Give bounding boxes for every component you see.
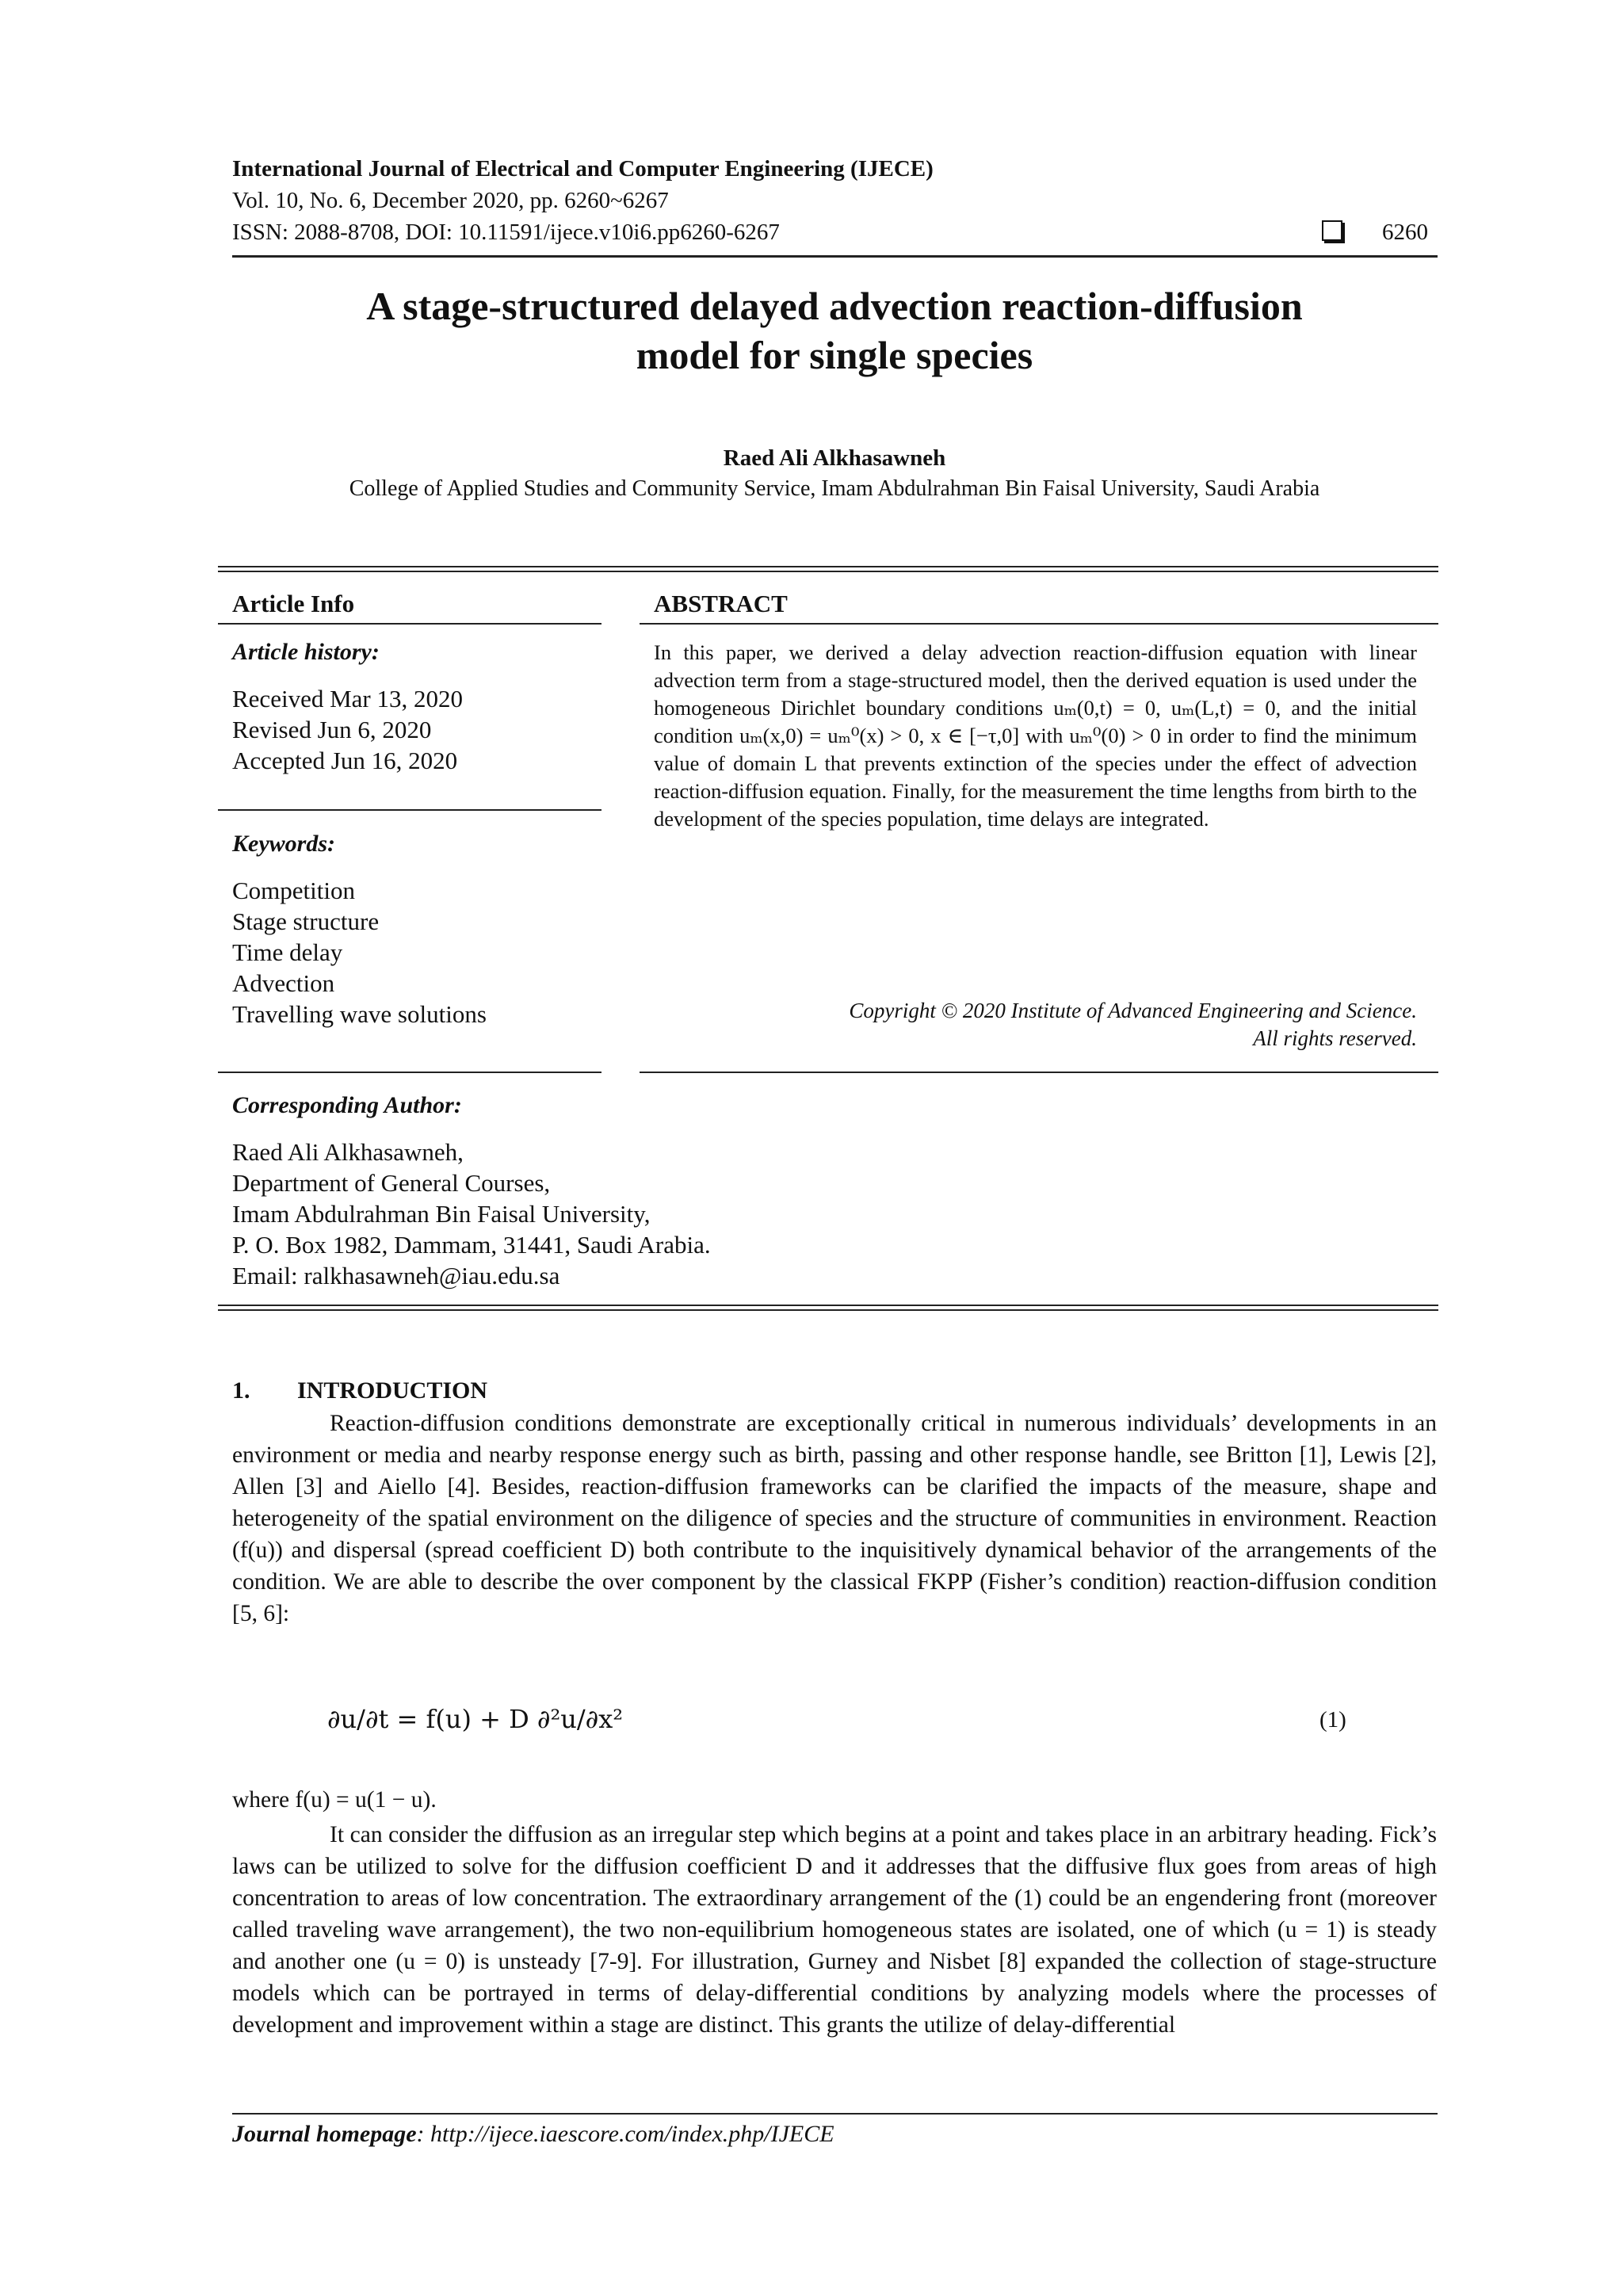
homepage-label: Journal homepage bbox=[232, 2121, 417, 2147]
copyright-line-1: Copyright © 2020 Institute of Advanced Engineering and Science. bbox=[849, 999, 1417, 1022]
article-info-heading: Article Info bbox=[232, 590, 355, 617]
keyword: Advection bbox=[232, 969, 335, 997]
keywords-list bbox=[232, 875, 487, 1030]
copyright-line-2: All rights reserved. bbox=[1253, 1026, 1417, 1050]
history-heading: Article history: bbox=[232, 639, 380, 665]
corresponding-line: P. O. Box 1982, Dammam, 31441, Saudi Arabia. bbox=[232, 1231, 711, 1259]
intro-paragraph-2: It can consider the diffusion as an irregular step which begins at a point and takes place in an arbitrary heading. Fick’s laws can be utilized to solve for the diffusion coefficient D and it addresses that the diffusive flux goes from areas of high concentration to areas of low concentration. The extraordinary arrangement of the (1) could be an engendering front (moreover called traveling wave arrangement), the two non-equilibrium homogeneous states are isolated, one of which (u = 1) is steady and another one (u = 0) is unsteady [7-9]. For illustration, Gurney and Nisbet [8] expanded the collection of stage-structure models which can be portrayed in terms of delay-differential conditions by analyzing models where the processes of development and improvement within a stage are distinct. This grants the utilize of delay-differential bbox=[232, 1822, 1437, 2038]
info-box-bottom-rule-2 bbox=[218, 1309, 1438, 1311]
info-box-bottom-rule-1 bbox=[218, 1305, 1438, 1306]
author-affiliation: College of Applied Studies and Community Service, Imam Abdulrahman Bin Faisal University, Saudi Arabia bbox=[349, 476, 1320, 501]
journal-name: International Journal of Electrical and Computer Engineering (IJECE) bbox=[232, 156, 934, 181]
abstract-heading: ABSTRACT bbox=[654, 590, 788, 617]
corresponding-email: Email: ralkhasawneh@iau.edu.sa bbox=[232, 1262, 560, 1289]
equation-number: (1) bbox=[1319, 1707, 1346, 1733]
info-box-top-rule-1 bbox=[218, 566, 1438, 567]
journal-issn: ISSN: 2088-8708, DOI: 10.11591/ijece.v10i6.pp6260-6267 bbox=[232, 220, 780, 245]
abstract-bottom-rule bbox=[640, 1072, 1438, 1073]
keywords-rule bbox=[218, 1072, 601, 1073]
paper-title bbox=[232, 281, 1437, 380]
title-line-1: A stage-structured delayed advection reaction-diffusion bbox=[366, 284, 1303, 328]
keywords-heading: Keywords: bbox=[232, 831, 335, 857]
article-info-rule bbox=[218, 623, 601, 625]
corresponding-line: Imam Abdulrahman Bin Faisal University, bbox=[232, 1200, 651, 1228]
header-rule bbox=[232, 255, 1438, 258]
corresponding-line: Raed Ali Alkhasawneh, bbox=[232, 1138, 464, 1166]
info-box-top-rule-2 bbox=[218, 571, 1438, 572]
keyword: Competition bbox=[232, 877, 355, 904]
section-number: 1. bbox=[232, 1377, 250, 1404]
keyword: Stage structure bbox=[232, 907, 380, 935]
journal-volume: Vol. 10, No. 6, December 2020, pp. 6260~6267 bbox=[232, 188, 669, 213]
equation-1: ∂u/∂t = f(u) + D ∂²u/∂x² bbox=[327, 1704, 624, 1734]
keyword: Time delay bbox=[232, 938, 343, 966]
square-bullet-icon bbox=[1322, 220, 1342, 241]
intro-paragraph-1: Reaction-diffusion conditions demonstrate are exceptionally critical in numerous individuals’ developments in an environment or media and nearby response energy such as birth, passing and other response handle, see Britton [1], Lewis [2], Allen [3] and Aiello [4]. Besides, reaction-diffusion frameworks can be clarified the impacts of the measure, shape and heterogeneity of the spatial environment on the diligence of species and the structure of communities in environment. Reaction (f(u)) and dispersal (spread coefficient D) both contribute to the inquisitively dynamical behavior of the arrangements of the condition. We are able to describe the over component by the classical FKPP (Fisher’s condition) reaction-diffusion condition [5, 6]: bbox=[232, 1411, 1437, 1626]
corresponding-author bbox=[232, 1137, 711, 1291]
history-revised: Revised Jun 6, 2020 bbox=[232, 716, 432, 743]
footer-rule bbox=[232, 2113, 1438, 2115]
title-line-2: model for single species bbox=[636, 333, 1033, 377]
equation-where: where f(u) = u(1 − u). bbox=[232, 1787, 437, 1813]
history-accepted: Accepted Jun 16, 2020 bbox=[232, 747, 458, 774]
copyright-notice bbox=[654, 997, 1417, 1052]
homepage-link[interactable]: : http://ijece.iaescore.com/index.php/IJECE bbox=[416, 2121, 834, 2147]
article-history bbox=[232, 683, 463, 776]
history-rule bbox=[218, 809, 601, 811]
author-name: Raed Ali Alkhasawneh bbox=[723, 445, 946, 471]
journal-homepage bbox=[232, 2121, 834, 2148]
section-heading-introduction bbox=[232, 1377, 487, 1404]
section-title: INTRODUCTION bbox=[297, 1377, 488, 1404]
page-number: 6260 bbox=[1382, 220, 1428, 245]
keyword: Travelling wave solutions bbox=[232, 1000, 487, 1028]
abstract-text: In this paper, we derived a delay advection reaction-diffusion equation with linear advection term from a stage-structured model, then the derived equation is used under the homogeneous Dirichlet boundary conditions uₘ(0,t) = 0, uₘ(L,t) = 0, and the initial condition uₘ(x,0) = uₘ⁰(x) > 0, x ∈ [−τ,0] with uₘ⁰(0) > 0 in order to find the minimum value of domain L that prevents extinction of the species under the effect of advection reaction-diffusion equation. Finally, for the measurement the time lengths from birth to the development of the species population, time delays are integrated. bbox=[654, 640, 1417, 831]
history-received: Received Mar 13, 2020 bbox=[232, 685, 463, 712]
corresponding-heading: Corresponding Author: bbox=[232, 1092, 462, 1118]
abstract-rule bbox=[640, 623, 1438, 625]
corresponding-line: Department of General Courses, bbox=[232, 1169, 551, 1197]
